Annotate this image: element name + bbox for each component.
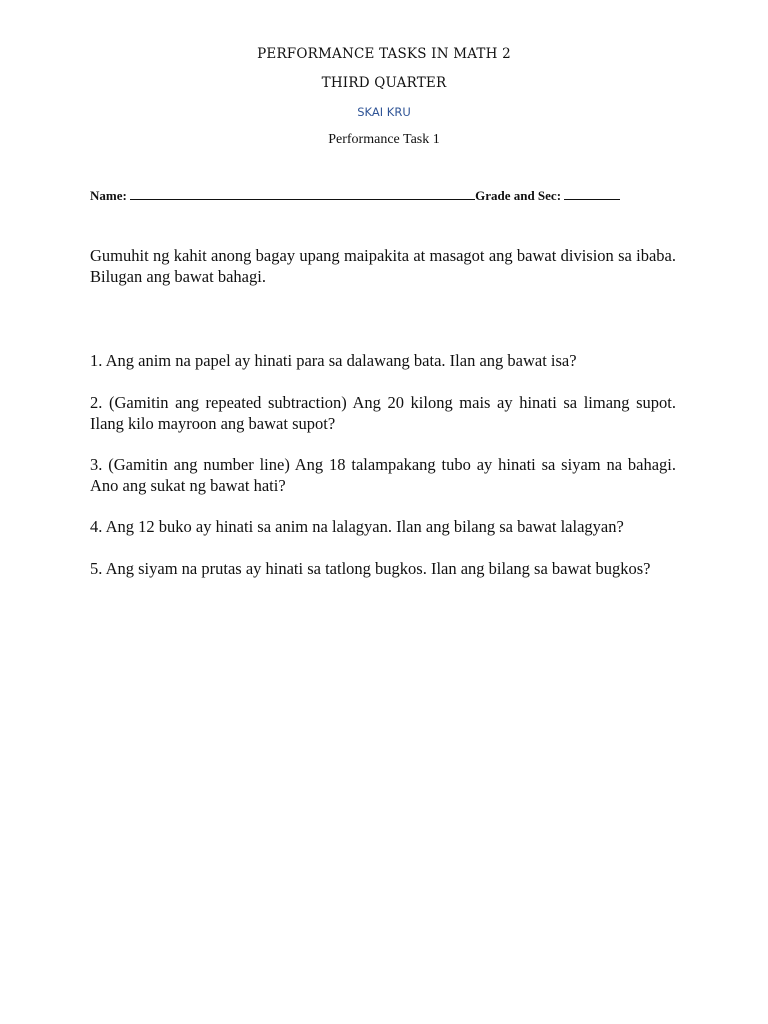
grade-section-blank[interactable] — [564, 188, 620, 200]
question-5: 5. Ang siyam na prutas ay hinati sa tatlong bugkos. Ilan ang bilang sa bawat bugkos? — [90, 559, 651, 578]
name-blank[interactable] — [130, 188, 475, 200]
instructions: Gumuhit ng kahit anong bagay upang maipakita at masagot ang bawat division sa ibaba. Bilugan ang bawat bahagi. — [90, 246, 676, 286]
grade-label: Grade and Sec: — [475, 188, 562, 203]
name-label: Name: — [90, 188, 127, 203]
task-heading: Performance Task 1 — [328, 132, 440, 147]
author-name: SKAI KRU — [357, 105, 411, 119]
quarter-heading: THIRD QUARTER — [321, 75, 447, 91]
question-4: 4. Ang 12 buko ay hinati sa anim na lalagyan. Ilan ang bilang sa bawat lalagyan? — [90, 517, 624, 536]
question-3: 3. (Gamitin ang number line) Ang 18 talampakang tubo ay hinati sa siyam na bahagi. Ano ang sukat ng bawat hati? — [90, 455, 676, 495]
name-grade-row — [90, 188, 620, 204]
document-title: PERFORMANCE TASKS IN MATH 2 — [257, 46, 511, 62]
question-1: 1. Ang anim na papel ay hinati para sa dalawang bata. Ilan ang bawat isa? — [90, 351, 577, 370]
question-2: 2. (Gamitin ang repeated subtraction) Ang 20 kilong mais ay hinati sa limang supot. Ilang kilo mayroon ang bawat supot? — [90, 393, 676, 433]
